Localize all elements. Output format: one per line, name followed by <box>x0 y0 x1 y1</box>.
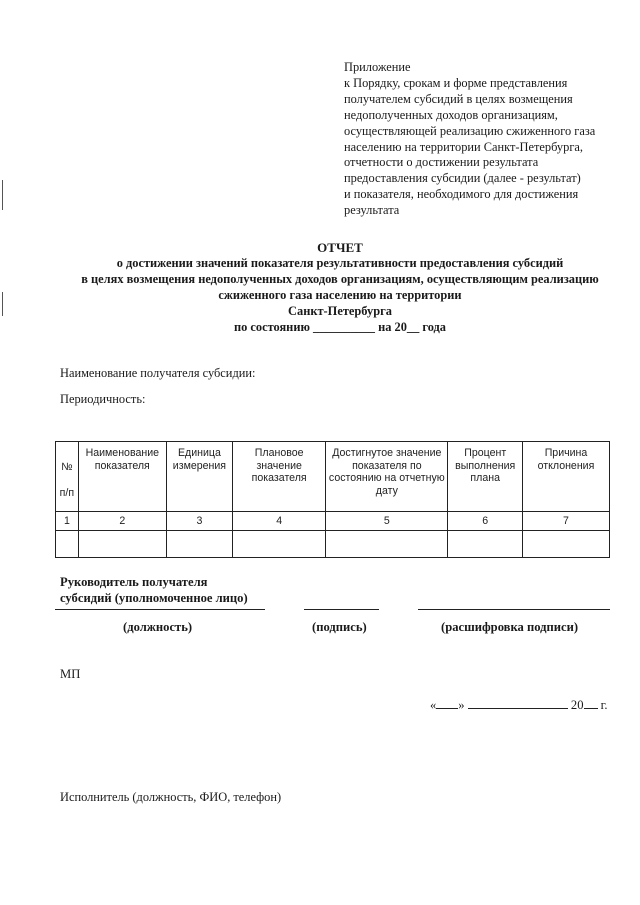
number-cell: 6 <box>448 512 523 531</box>
stamp-mark: МП <box>60 667 81 681</box>
date-quote-close: » <box>458 698 465 712</box>
header-cell: Достигнутое значение показателя по состоянию на отчетную дату <box>326 442 448 512</box>
title-line: Санкт-Петербурга <box>288 303 392 318</box>
appendix-line: предоставления субсидии (далее - результат) <box>344 171 581 186</box>
scan-edge-mark <box>2 292 3 316</box>
appendix-line: и показателя, необходимого для достижения <box>344 187 579 202</box>
table-row <box>56 531 610 558</box>
appendix-line: получателем субсидий в целях возмещения <box>344 91 573 106</box>
title-as-of: по состоянию __________ на 20__ года <box>233 319 447 334</box>
appendix-line: населению на территории Санкт-Петербурга, <box>344 139 583 154</box>
report-table <box>55 441 610 558</box>
year-blank[interactable] <box>584 697 598 709</box>
table-number-row <box>56 512 610 531</box>
signature-line[interactable] <box>304 609 379 610</box>
month-blank[interactable] <box>468 697 568 709</box>
periodicity-label: Периодичность: <box>60 392 146 406</box>
number-sub: п/п <box>59 486 75 499</box>
number-sign: № <box>61 461 73 473</box>
decode-label: (расшифровка подписи) <box>441 620 579 634</box>
appendix-line: к Порядку, срокам и форме представления <box>344 75 568 90</box>
title-main: ОТЧЕТ <box>317 240 363 255</box>
header-cell-number <box>56 442 79 512</box>
header-cell: Плановое значение показателя <box>233 442 326 512</box>
number-cell: 4 <box>233 512 326 531</box>
empty-cell[interactable] <box>448 531 523 558</box>
report-title <box>40 240 640 335</box>
empty-cell[interactable] <box>326 531 448 558</box>
position-line[interactable] <box>55 609 265 610</box>
signatory-line: субсидий (уполномоченное лицо) <box>60 590 248 605</box>
header-cell: Причина отклонения <box>522 442 609 512</box>
header-cell: Процент выполнения плана <box>448 442 523 512</box>
year-suffix: г. <box>597 698 608 712</box>
number-cell: 1 <box>56 512 79 531</box>
appendix-line: результата <box>344 203 400 218</box>
appendix-line: Приложение <box>344 60 411 74</box>
appendix-line: осуществляющей реализацию сжиженного газа <box>344 123 596 138</box>
appendix-note <box>344 60 634 219</box>
day-blank[interactable] <box>436 697 458 709</box>
empty-cell[interactable] <box>522 531 609 558</box>
empty-cell[interactable] <box>166 531 232 558</box>
decode-line[interactable] <box>418 609 610 610</box>
empty-cell[interactable] <box>78 531 166 558</box>
year-prefix: 20 <box>570 698 584 712</box>
number-cell: 3 <box>166 512 232 531</box>
title-line: о достижении значений показателя результативности предоставления субсидий <box>116 255 564 270</box>
scan-edge-mark <box>2 180 3 210</box>
sign-label: (подпись) <box>312 620 367 634</box>
empty-cell[interactable] <box>56 531 79 558</box>
position-label: (должность) <box>123 620 193 634</box>
header-cell: Единица измерения <box>166 442 232 512</box>
empty-cell[interactable] <box>233 531 326 558</box>
table-header-row <box>56 442 610 512</box>
executor-label: Исполнитель (должность, ФИО, телефон) <box>60 790 282 804</box>
date-quote-open: « <box>430 698 437 712</box>
appendix-line: недополученных доходов организациям, <box>344 107 558 122</box>
signatory-line: Руководитель получателя <box>60 575 208 589</box>
signatory-title <box>60 575 248 606</box>
number-cell: 7 <box>522 512 609 531</box>
date-line <box>430 697 608 713</box>
appendix-line: отчетности о достижении результата <box>344 155 539 170</box>
number-cell: 5 <box>326 512 448 531</box>
number-cell: 2 <box>78 512 166 531</box>
header-cell: Наименование показателя <box>78 442 166 512</box>
title-line: сжиженного газа населению на территории <box>218 287 462 302</box>
recipient-label: Наименование получателя субсидии: <box>60 366 256 380</box>
title-line: в целях возмещения недополученных доходов организациям, осуществляющим реализацию <box>81 271 599 286</box>
